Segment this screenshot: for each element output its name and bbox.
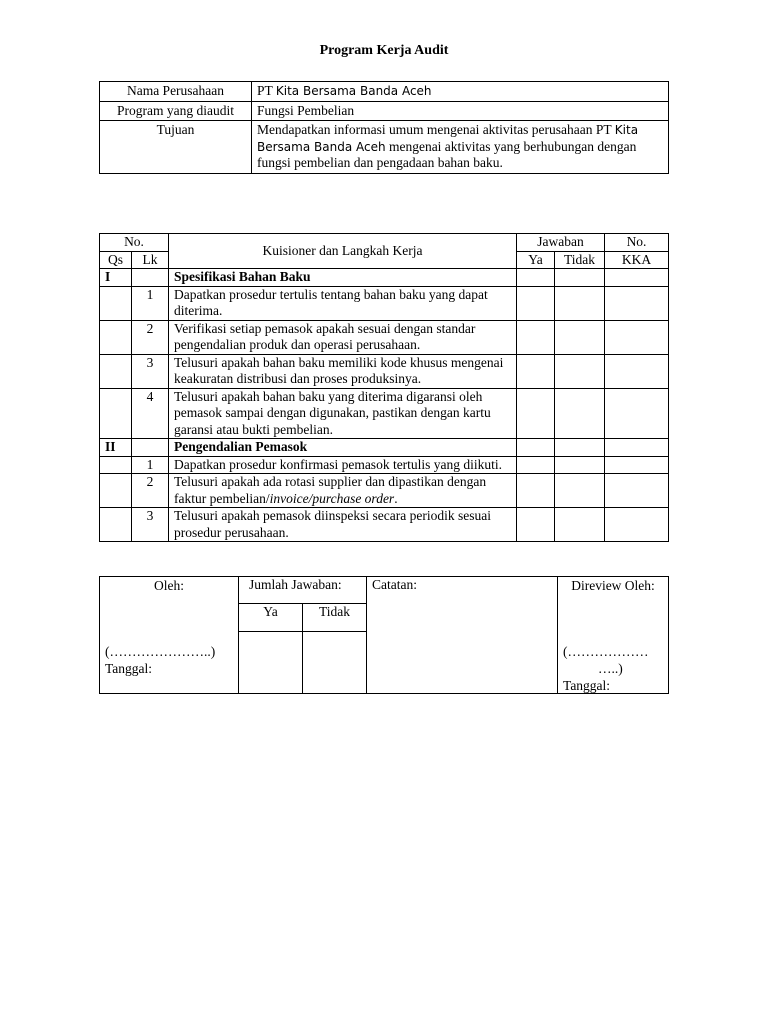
kka-cell[interactable] (605, 388, 669, 439)
empty-cell (100, 456, 132, 474)
empty-cell (100, 320, 132, 354)
section-title: Pengendalian Pemasok (169, 439, 517, 457)
empty-cell (100, 508, 132, 542)
program-value: Fungsi Pembelian (252, 101, 669, 121)
answer-tidak-cell[interactable] (555, 474, 605, 508)
info-row-company (100, 82, 669, 102)
empty-cell (100, 354, 132, 388)
objective-label: Tujuan (100, 121, 252, 174)
header-kuisioner: Kuisioner dan Langkah Kerja (169, 234, 517, 269)
program-label: Program yang diaudit (100, 101, 252, 121)
section-qs: II (100, 439, 132, 457)
reviewer-signature-line: (……………… (563, 644, 649, 659)
kka-cell[interactable] (605, 354, 669, 388)
answer-tidak-cell[interactable] (555, 269, 605, 287)
signoff-table (99, 576, 669, 694)
signoff-row-1 (100, 577, 669, 604)
kka-cell[interactable] (605, 286, 669, 320)
empty-cell (132, 269, 169, 287)
header-ya: Ya (517, 251, 555, 269)
step-row (100, 456, 669, 474)
step-row (100, 286, 669, 320)
header-qs: Qs (100, 251, 132, 269)
step-text: Telusuri apakah pemasok diinspeksi secara periodik sesuai prosedur perusahaan. (169, 508, 517, 542)
info-row-program (100, 101, 669, 121)
auditor-date-label: Tanggal: (105, 661, 153, 676)
answer-ya-cell[interactable] (517, 388, 555, 439)
step-lk: 3 (132, 354, 169, 388)
answer-ya-cell[interactable] (517, 508, 555, 542)
audit-info-table (99, 81, 669, 174)
step-row (100, 320, 669, 354)
section-title: Spesifikasi Bahan Baku (169, 269, 517, 287)
step-text-end: . (394, 490, 398, 506)
step-lk: 2 (132, 320, 169, 354)
kka-cell[interactable] (605, 269, 669, 287)
reviewer-signature-line-end: …..) (598, 661, 623, 676)
answer-tidak-cell[interactable] (555, 508, 605, 542)
jumlah-tidak-value[interactable] (303, 631, 367, 693)
step-row (100, 474, 669, 508)
step-row (100, 508, 669, 542)
kka-cell[interactable] (605, 439, 669, 457)
company-label: Nama Perusahaan (100, 82, 252, 102)
step-text-italic: invoice/purchase order (269, 490, 395, 506)
answer-ya-cell[interactable] (517, 320, 555, 354)
header-kka-no: No. (605, 234, 669, 252)
answer-tidak-cell[interactable] (555, 320, 605, 354)
auditor-cell (100, 577, 239, 694)
info-row-objective (100, 121, 669, 174)
step-lk: 1 (132, 286, 169, 320)
jumlah-tidak-header: Tidak (303, 604, 367, 631)
answer-ya-cell[interactable] (517, 474, 555, 508)
step-lk: 4 (132, 388, 169, 439)
step-text: Dapatkan prosedur tertulis tentang bahan baku yang dapat diterima. (169, 286, 517, 320)
answer-ya-cell[interactable] (517, 456, 555, 474)
answer-tidak-cell[interactable] (555, 388, 605, 439)
company-name: Kita Bersama Banda Aceh (275, 84, 432, 98)
auditor-signature-line: (…………………..) (105, 644, 216, 659)
step-lk: 1 (132, 456, 169, 474)
answer-ya-cell[interactable] (517, 286, 555, 320)
objective-text-start: Mendapatkan informasi umum mengenai aktivitas perusahaan PT (257, 122, 615, 137)
jumlah-ya-value[interactable] (239, 631, 303, 693)
direview-oleh-label: Direview Oleh: (571, 578, 655, 593)
reviewer-date-label: Tanggal: (563, 678, 611, 693)
header-kka: KKA (605, 251, 669, 269)
jumlah-jawaban-label: Jumlah Jawaban: (239, 577, 367, 604)
header-tidak: Tidak (555, 251, 605, 269)
header-lk: Lk (132, 251, 169, 269)
kka-cell[interactable] (605, 474, 669, 508)
step-text: Verifikasi setiap pemasok apakah sesuai dengan standar pengendalian produk dan operasi perusahaan. (169, 320, 517, 354)
header-jawaban: Jawaban (517, 234, 605, 252)
answer-tidak-cell[interactable] (555, 354, 605, 388)
header-no: No. (100, 234, 169, 252)
section-qs: I (100, 269, 132, 287)
answer-ya-cell[interactable] (517, 439, 555, 457)
step-row (100, 388, 669, 439)
header-row-1 (100, 234, 669, 252)
kka-cell[interactable] (605, 456, 669, 474)
empty-cell (100, 286, 132, 320)
kka-cell[interactable] (605, 508, 669, 542)
section-row (100, 269, 669, 287)
empty-cell (100, 474, 132, 508)
answer-tidak-cell[interactable] (555, 456, 605, 474)
company-value (252, 82, 669, 102)
document-title: Program Kerja Audit (319, 43, 449, 58)
reviewer-cell (558, 577, 669, 694)
kka-cell[interactable] (605, 320, 669, 354)
step-lk: 3 (132, 508, 169, 542)
step-text-start: Telusuri apakah ada rotasi supplier dan dipastikan dengan faktur pembelian/ (174, 474, 487, 506)
step-text (169, 474, 517, 508)
objective-value (252, 121, 669, 174)
catatan-cell (367, 577, 558, 694)
jumlah-ya-header: Ya (239, 604, 303, 631)
objective-text-end: mengenai aktivitas yang berhubungan dengan fungsi pembelian dan pengadaan bahan baku. (257, 138, 637, 170)
step-text: Telusuri apakah bahan baku yang diterima digaransi oleh pemasok sampai dengan digunakan, pastikan dengan kartu garansi atau bukti pembelian. (169, 388, 517, 439)
section-row (100, 439, 669, 457)
step-text: Dapatkan prosedur konfirmasi pemasok tertulis yang diikuti. (169, 456, 517, 474)
empty-cell (132, 439, 169, 457)
company-value-prefix: PT (257, 83, 276, 98)
answer-ya-cell[interactable] (517, 269, 555, 287)
empty-cell (100, 388, 132, 439)
catatan-label: Catatan: (372, 577, 417, 592)
audit-steps-table (99, 233, 669, 542)
step-lk: 2 (132, 474, 169, 508)
answer-tidak-cell[interactable] (555, 439, 605, 457)
step-text: Telusuri apakah bahan baku memiliki kode khusus mengenai keakuratan distribusi dan proses produksinya. (169, 354, 517, 388)
oleh-label: Oleh: (154, 578, 184, 593)
answer-tidak-cell[interactable] (555, 286, 605, 320)
step-row (100, 354, 669, 388)
answer-ya-cell[interactable] (517, 354, 555, 388)
objective-company-name: Kita Bersama Banda Aceh (257, 123, 639, 154)
